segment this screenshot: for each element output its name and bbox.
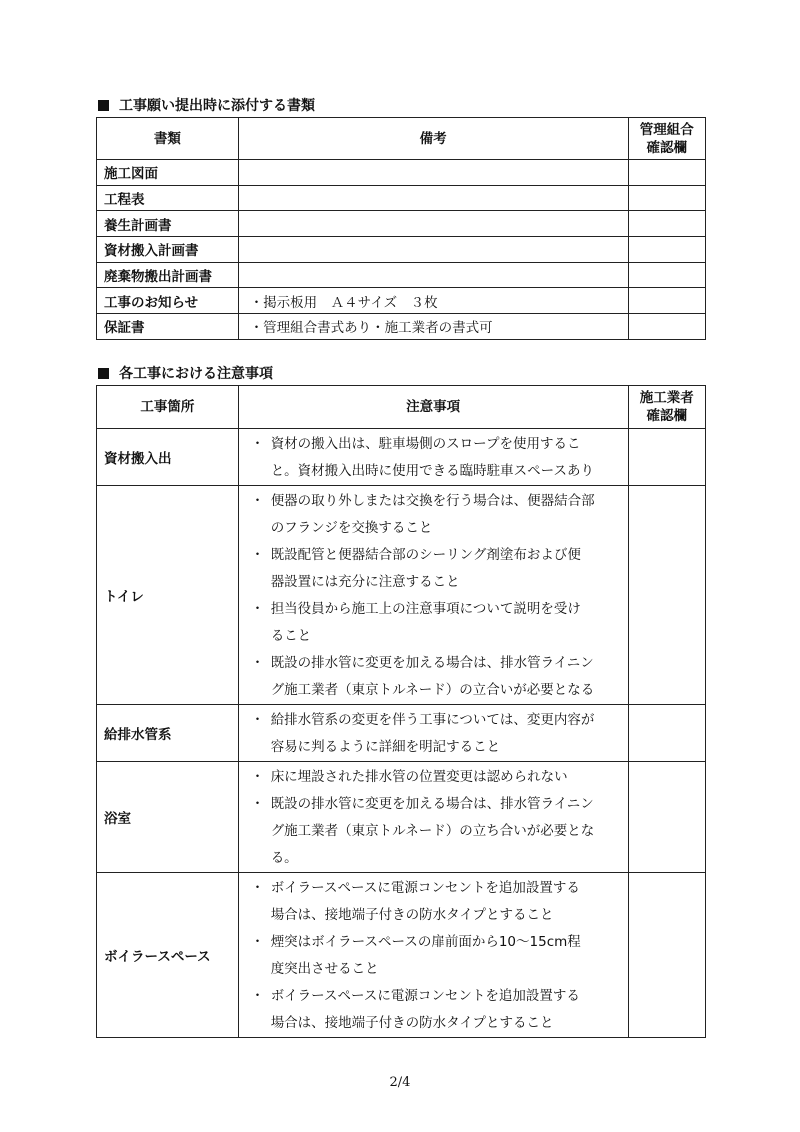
- header-document: 書類: [97, 118, 239, 160]
- precaution-line: 容易に判るように詳細を明記すること: [270, 739, 501, 755]
- precaution-text: [271, 929, 622, 983]
- precaution-text: [271, 650, 622, 704]
- management-check-cell: [628, 237, 705, 263]
- precaution-row: [97, 429, 706, 486]
- precaution-item: [251, 431, 622, 485]
- document-row: [97, 288, 706, 314]
- precaution-line: のフランジを交換すること: [270, 520, 433, 536]
- bullet: ・: [250, 769, 265, 785]
- precaution-item: [251, 983, 622, 1037]
- precaution-line: 器設置には充分に注意すること: [270, 574, 460, 590]
- section2-title: 各工事における注意事項: [98, 365, 273, 383]
- precaution-text: [271, 983, 622, 1037]
- bullet: ・: [250, 712, 265, 728]
- bullet: ・: [250, 880, 265, 896]
- precaution-text: [271, 875, 622, 929]
- precaution-line: 担当役員から施工上の注意事項について説明を受け: [270, 601, 581, 617]
- precaution-line: 給排水管系の変更を伴う工事については、変更内容が: [270, 712, 595, 728]
- bullet: ・: [250, 601, 265, 617]
- work-location: 資材搬入出: [97, 429, 239, 486]
- precaution-line: 度突出させること: [270, 961, 379, 977]
- management-check-cell: [628, 288, 705, 314]
- precaution-item: [251, 875, 622, 929]
- precaution-line: 場合は、接地端子付きの防水タイプとすること: [270, 1015, 554, 1031]
- precaution-notes: [238, 486, 628, 705]
- management-check-cell: [628, 185, 705, 211]
- table-header-row: [97, 118, 706, 160]
- precaution-line: る。: [270, 850, 298, 866]
- contractor-check-cell: [628, 486, 705, 705]
- precaution-line: 便器の取り外しまたは交換を行う場合は、便器結合部: [270, 493, 595, 509]
- precaution-line: 床に埋設された排水管の位置変更は認められない: [270, 769, 568, 785]
- precaution-row: [97, 705, 706, 762]
- header-precautions: 注意事項: [238, 386, 628, 429]
- precaution-line: グ施工業者（東京トルネード）の立合いが必要となる: [270, 682, 595, 698]
- precaution-text: [271, 431, 622, 485]
- precaution-item: [251, 929, 622, 983]
- header-line: 確認欄: [646, 139, 688, 156]
- bullet: ・: [250, 493, 265, 509]
- header-line: 確認欄: [646, 408, 688, 424]
- management-check-cell: [628, 160, 705, 186]
- document-row: [97, 185, 706, 211]
- bullet: ・: [250, 796, 265, 812]
- header-contractor-check: [628, 386, 705, 429]
- document-remark: [238, 185, 628, 211]
- precaution-item: [251, 791, 622, 872]
- precaution-text: [271, 791, 622, 872]
- section1-title: 工事願い提出時に添付する書類: [98, 97, 315, 115]
- precaution-notes: [238, 429, 628, 486]
- document-remark: [238, 160, 628, 186]
- document-row: [97, 237, 706, 263]
- precaution-notes: [238, 705, 628, 762]
- precaution-text: [271, 596, 622, 650]
- contractor-check-cell: [628, 762, 705, 873]
- precaution-notes: [238, 873, 628, 1038]
- precaution-line: 既設の排水管に変更を加える場合は、排水管ライニン: [270, 655, 594, 671]
- precaution-notes: [238, 762, 628, 873]
- precaution-line: ボイラースペースに電源コンセントを追加設置する: [270, 988, 580, 1004]
- contractor-check-cell: [628, 705, 705, 762]
- document-remark: [238, 211, 628, 237]
- document-remark: ・管理組合書式あり・施工業者の書式可: [238, 314, 628, 340]
- section1-square-marker: [98, 100, 109, 111]
- management-check-cell: [628, 314, 705, 340]
- document-remark: [238, 237, 628, 263]
- precaution-text: [271, 542, 622, 596]
- section2-square-marker: [98, 368, 109, 379]
- precaution-item: [251, 542, 622, 596]
- attachments-table: [96, 117, 706, 340]
- precaution-line: と。資材搬入出時に使用できる臨時駐車スペースあり: [270, 463, 595, 479]
- document-name: 養生計画書: [97, 211, 239, 237]
- bullet: ・: [250, 934, 265, 950]
- document-name: 工程表: [97, 185, 239, 211]
- precaution-row: [97, 762, 706, 873]
- bullet: ・: [250, 547, 265, 563]
- table-header-row: [97, 386, 706, 429]
- document-remark: [238, 262, 628, 288]
- header-line: 管理組合: [639, 121, 694, 138]
- header-remarks: 備考: [238, 118, 628, 160]
- precaution-item: [251, 707, 622, 761]
- precaution-row: [97, 486, 706, 705]
- document-name: 廃棄物搬出計画書: [97, 262, 239, 288]
- precaution-line: グ施工業者（東京トルネード）の立ち合いが必要とな: [270, 823, 595, 839]
- document-name: 保証書: [97, 314, 239, 340]
- precaution-line: 煙突はボイラースペースの扉前面から10〜15cm程: [270, 934, 581, 950]
- bullet: ・: [250, 655, 265, 671]
- document-row: [97, 262, 706, 288]
- document-row: [97, 211, 706, 237]
- precautions-table: [96, 385, 706, 1038]
- precaution-line: ボイラースペースに電源コンセントを追加設置する: [270, 880, 580, 896]
- work-location: ボイラースペース: [97, 873, 239, 1038]
- precaution-line: 場合は、接地端子付きの防水タイプとすること: [270, 907, 554, 923]
- document-name: 施工図面: [97, 160, 239, 186]
- document-row: [97, 160, 706, 186]
- contractor-check-cell: [628, 873, 705, 1038]
- precaution-item: [251, 650, 622, 704]
- work-location: 給排水管系: [97, 705, 239, 762]
- management-check-cell: [628, 211, 705, 237]
- precaution-line: 資材の搬入出は、駐車場側のスロープを使用するこ: [270, 436, 581, 452]
- header-management-check: [628, 118, 705, 160]
- precaution-item: [251, 596, 622, 650]
- bullet: ・: [250, 436, 265, 452]
- precaution-row: [97, 873, 706, 1038]
- document-name: 資材搬入計画書: [97, 237, 239, 263]
- page-number: 2/4: [389, 1075, 411, 1090]
- precaution-line: ること: [270, 628, 312, 644]
- precaution-item: [251, 764, 622, 791]
- precaution-text: [271, 488, 622, 542]
- contractor-check-cell: [628, 429, 705, 486]
- document-name: 工事のお知らせ: [97, 288, 239, 314]
- work-location: 浴室: [97, 762, 239, 873]
- bullet: ・: [250, 988, 265, 1004]
- precaution-line: 既設配管と便器結合部のシーリング剤塗布および便: [270, 547, 581, 563]
- precaution-line: 既設の排水管に変更を加える場合は、排水管ライニン: [270, 796, 594, 812]
- work-location: トイレ: [97, 486, 239, 705]
- document-row: [97, 314, 706, 340]
- precaution-text: [271, 707, 622, 761]
- header-work-location: 工事箇所: [97, 386, 239, 429]
- precaution-item: [251, 488, 622, 542]
- precaution-text: [271, 764, 622, 791]
- management-check-cell: [628, 262, 705, 288]
- header-line: 施工業者: [639, 390, 694, 406]
- document-remark: ・掲示板用 Ａ４サイズ ３枚: [238, 288, 628, 314]
